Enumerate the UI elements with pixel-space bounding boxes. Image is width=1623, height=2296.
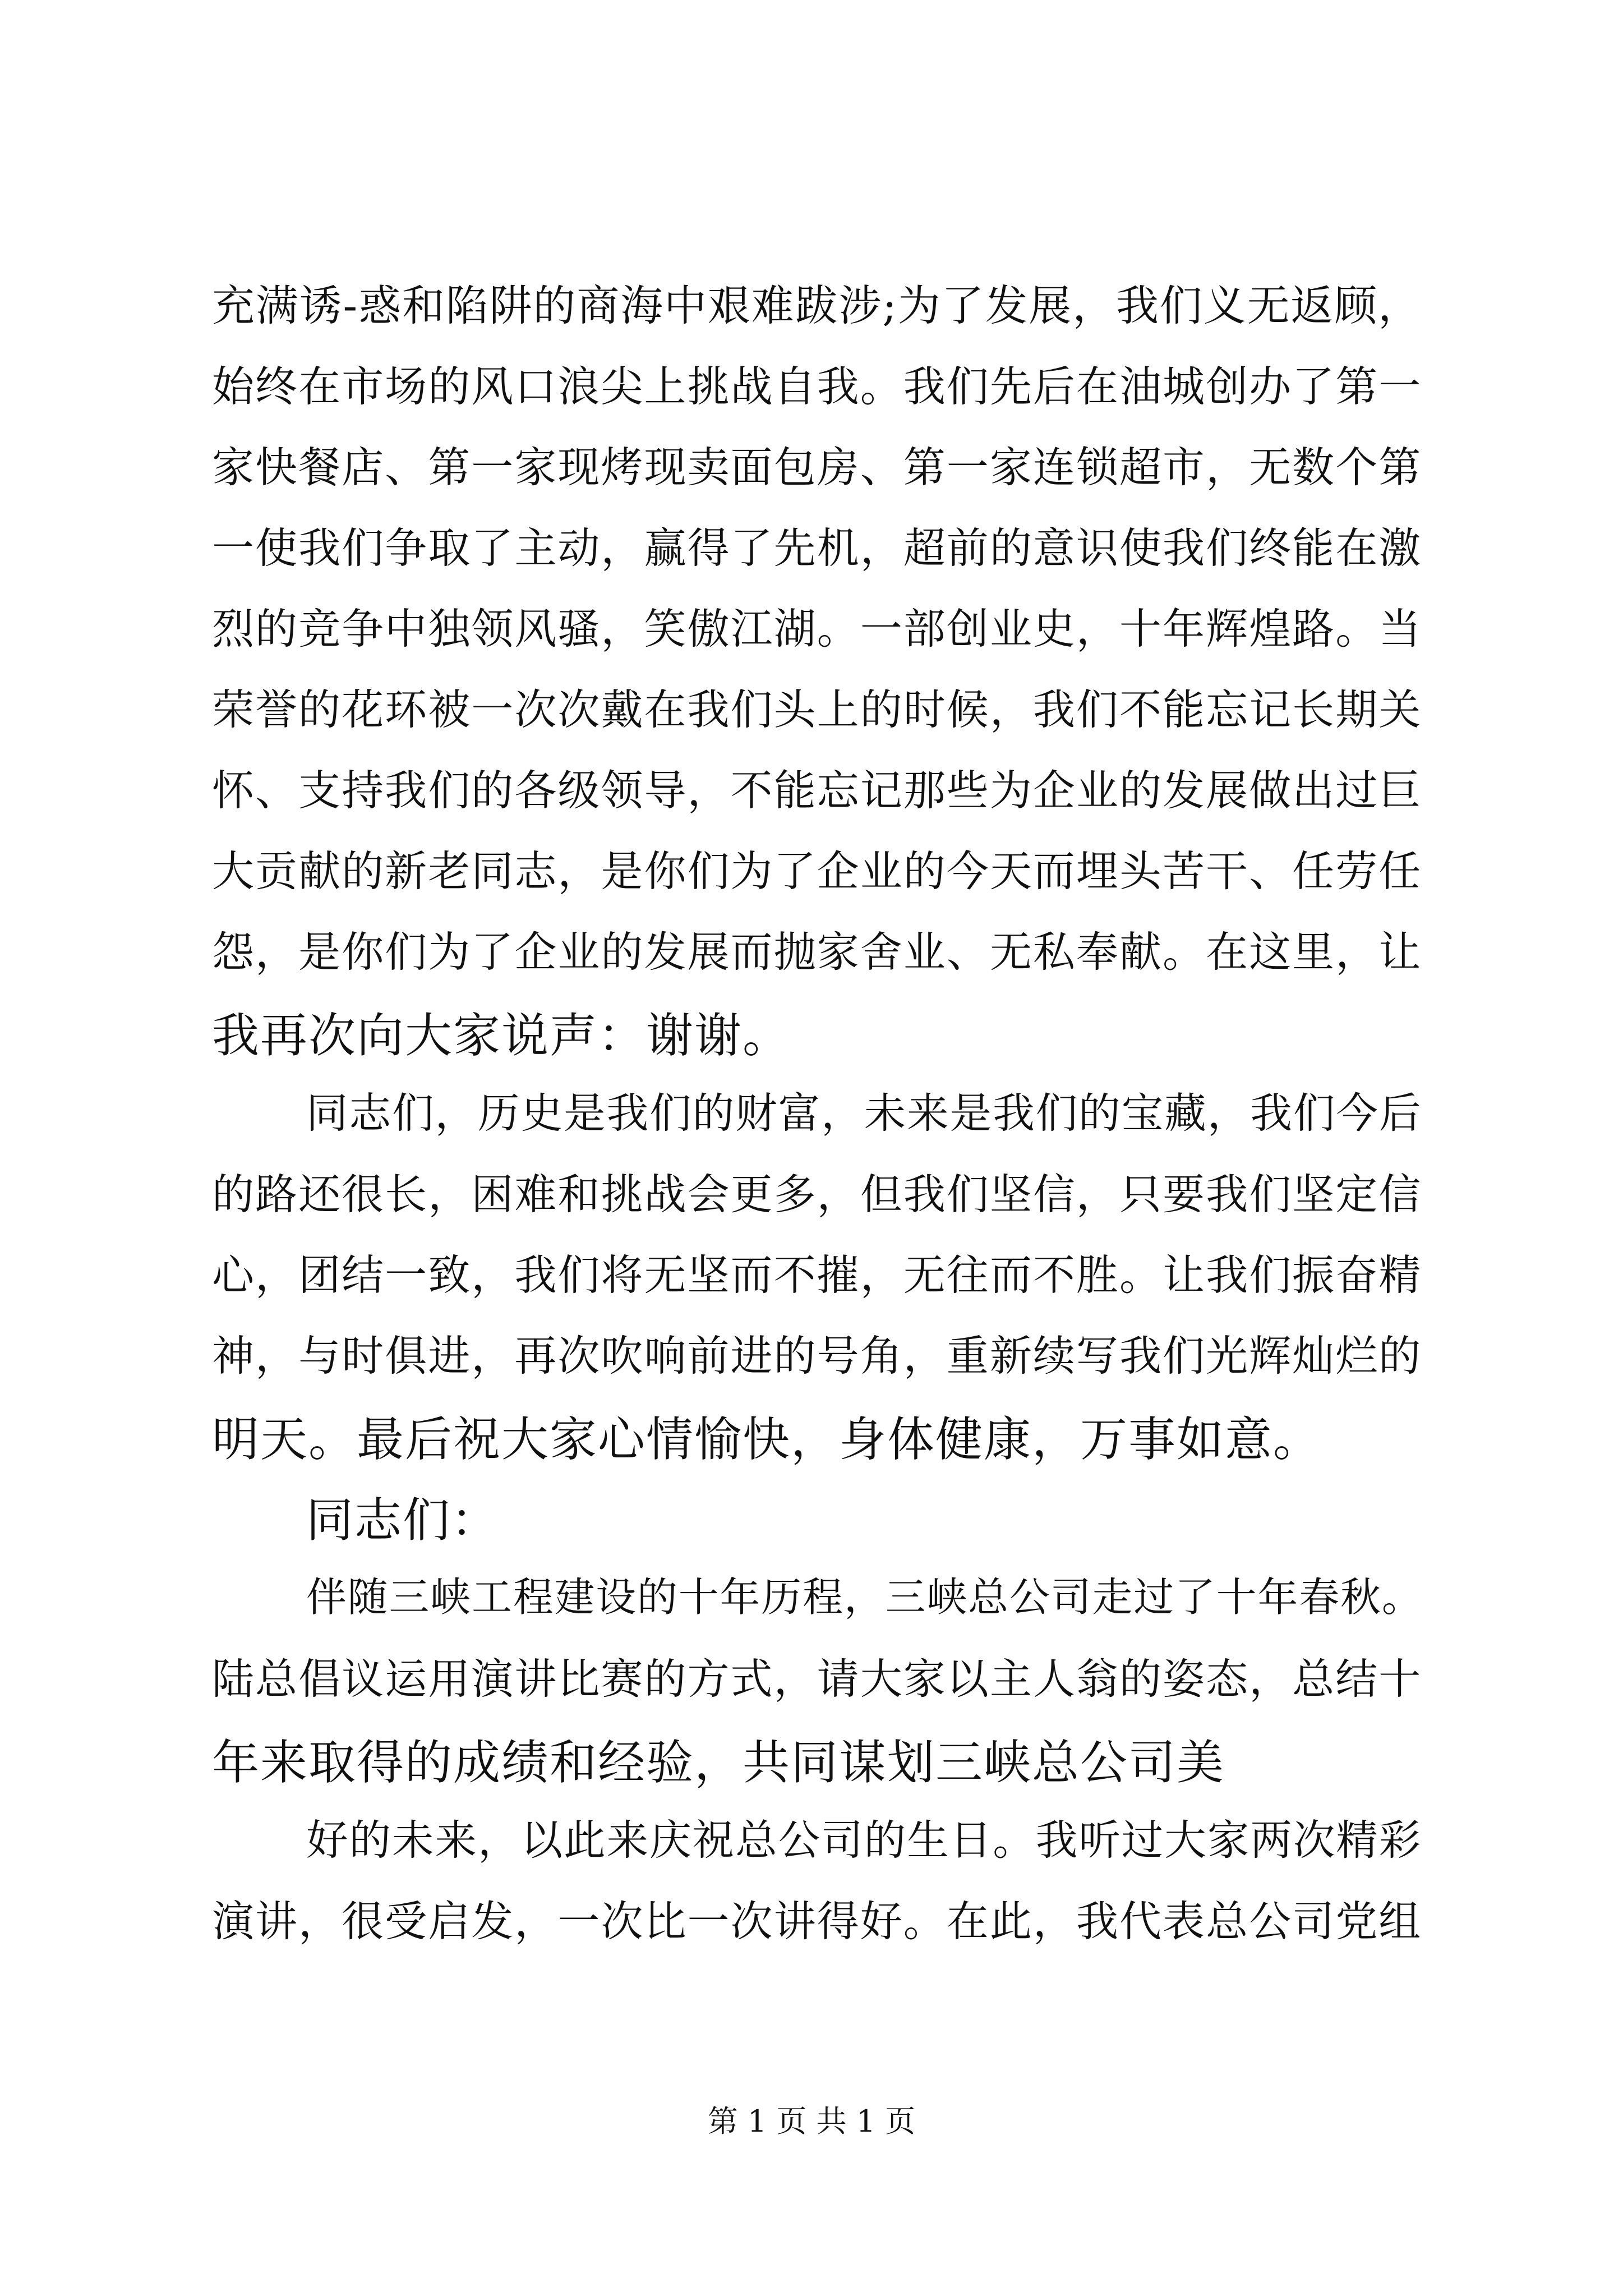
text-line: 心，团结一致，我们将无坚而不摧，无往而不胜。让我们振奋精 xyxy=(212,1250,1422,1300)
text-line: 家快餐店、第一家现烤现卖面包房、第一家连锁超市，无数个第 xyxy=(212,443,1422,492)
text-line: 伴随三峡工程建设的十年历程，三峡总公司走过了十年春秋。 xyxy=(306,1573,1423,1621)
text-line: 同志们： xyxy=(306,1493,500,1548)
text-line: 我再次向大家说声：谢谢。 xyxy=(212,1008,791,1063)
text-line: 明天。最后祝大家心情愉快，身体健康，万事如意。 xyxy=(212,1412,1322,1467)
text-line: 始终在市场的风口浪尖上挑战自我。我们先后在油城创办了第一 xyxy=(212,362,1422,411)
text-line: 的路还很长，困难和挑战会更多，但我们坚信，只要我们坚定信 xyxy=(212,1170,1422,1219)
text-line: 神，与时俱进，再次吹响前进的号角，重新续写我们光辉灿烂的 xyxy=(212,1331,1422,1381)
text-line: 演讲，很受启发，一次比一次讲得好。在此，我代表总公司党组 xyxy=(212,1897,1422,1946)
text-line: 同志们，历史是我们的财富，未来是我们的宝藏，我们今后 xyxy=(306,1089,1422,1138)
text-line: 大贡献的新老同志，是你们为了企业的今天而埋头苦干、任劳任 xyxy=(212,846,1422,896)
text-line: 年来取得的成绩和经验，共同谋划三峡总公司美 xyxy=(212,1735,1225,1790)
text-line: 陆总倡议运用演讲比赛的方式，请大家以主人翁的姿态，总结十 xyxy=(212,1654,1422,1704)
text-line: 怨，是你们为了企业的发展而抛家舍业、无私奉献。在这里，让 xyxy=(212,927,1422,977)
text-line: 荣誉的花环被一次次戴在我们头上的时候，我们不能忘记长期关 xyxy=(212,685,1422,734)
text-line: 一使我们争取了主动，赢得了先机，超前的意识使我们终能在激 xyxy=(212,523,1422,573)
text-line: 烈的竞争中独领风骚，笑傲江湖。一部创业史，十年辉煌路。当 xyxy=(212,604,1422,654)
text-line: 好的未来，以此来庆祝总公司的生日。我听过大家两次精彩 xyxy=(306,1816,1422,1865)
page-footer: 第 1 页 共 1 页 xyxy=(707,2104,916,2139)
text-line: 充满诱-惑和陷阱的商海中艰难跋涉;为了发展，我们义无返顾， xyxy=(212,281,1422,330)
text-line: 怀、支持我们的各级领导，不能忘记那些为企业的发展做出过巨 xyxy=(212,766,1422,815)
